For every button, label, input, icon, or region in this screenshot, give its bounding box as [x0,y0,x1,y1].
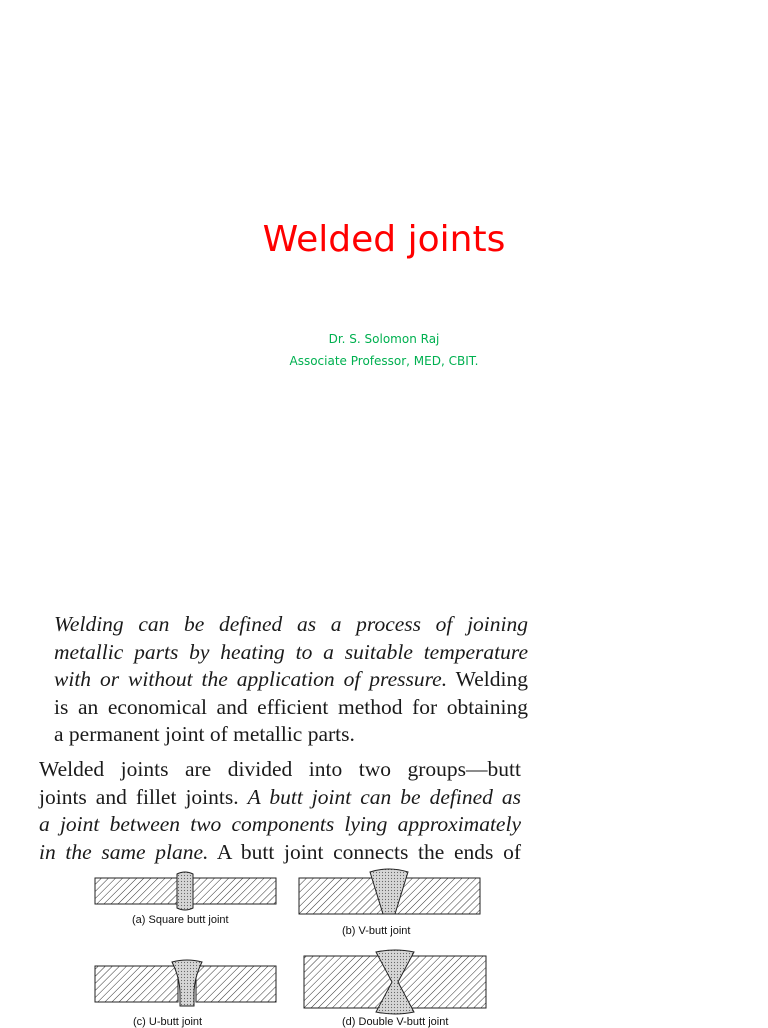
paragraph-line [54,666,528,694]
paragraph-line [39,756,521,784]
slide-title: Welded joints [262,219,506,260]
italic-text: in the same plane. [39,839,209,864]
italic-text: A butt joint can be defined as [247,784,521,809]
plain-text: a permanent joint of metallic parts. [54,722,355,746]
author-role: Associate Professor, MED, CBIT. [289,354,479,368]
figure-label-double-v-butt: (d) Double V-butt joint [342,1016,449,1028]
paragraph-line [54,721,528,749]
figure-label-v-butt: (b) V-butt joint [342,925,411,937]
butt-joint-figure [90,868,490,1024]
figure-label-u-butt: (c) U-butt joint [133,1016,203,1028]
paragraph-line [54,611,528,639]
figure-label-square-butt: (a) Square butt joint [132,914,229,926]
paragraph-line [54,694,528,722]
plain-text: Welding [447,667,528,691]
square-butt-joint-diagram [95,872,276,910]
welding-definition-paragraph [54,611,528,749]
italic-text: with or without the application of pressure. [54,667,448,691]
u-butt-joint-diagram [95,960,276,1006]
double-v-butt-joint-diagram [304,950,486,1014]
plain-text: Welded joints are divided into two groups—butt [39,757,521,781]
plain-text: is an economical and efficient method for obtaining [54,694,528,719]
italic-text: Welding can be defined as a process of joining [54,612,528,636]
author-name: Dr. S. Solomon Raj [328,332,440,346]
italic-text: metallic parts by heating to a suitable temperature [54,639,528,664]
paragraph-line [39,784,521,812]
paragraph-line [54,639,528,667]
paragraph-line [39,811,521,839]
welded-joints-paragraph [39,756,521,866]
paragraph-line [39,839,521,867]
plain-text: joints and fillet joints. [39,784,248,809]
plain-text: A butt joint connects the ends of [208,839,521,864]
italic-text: a joint between two components lying approximately [39,812,521,836]
v-butt-joint-diagram [299,869,480,914]
